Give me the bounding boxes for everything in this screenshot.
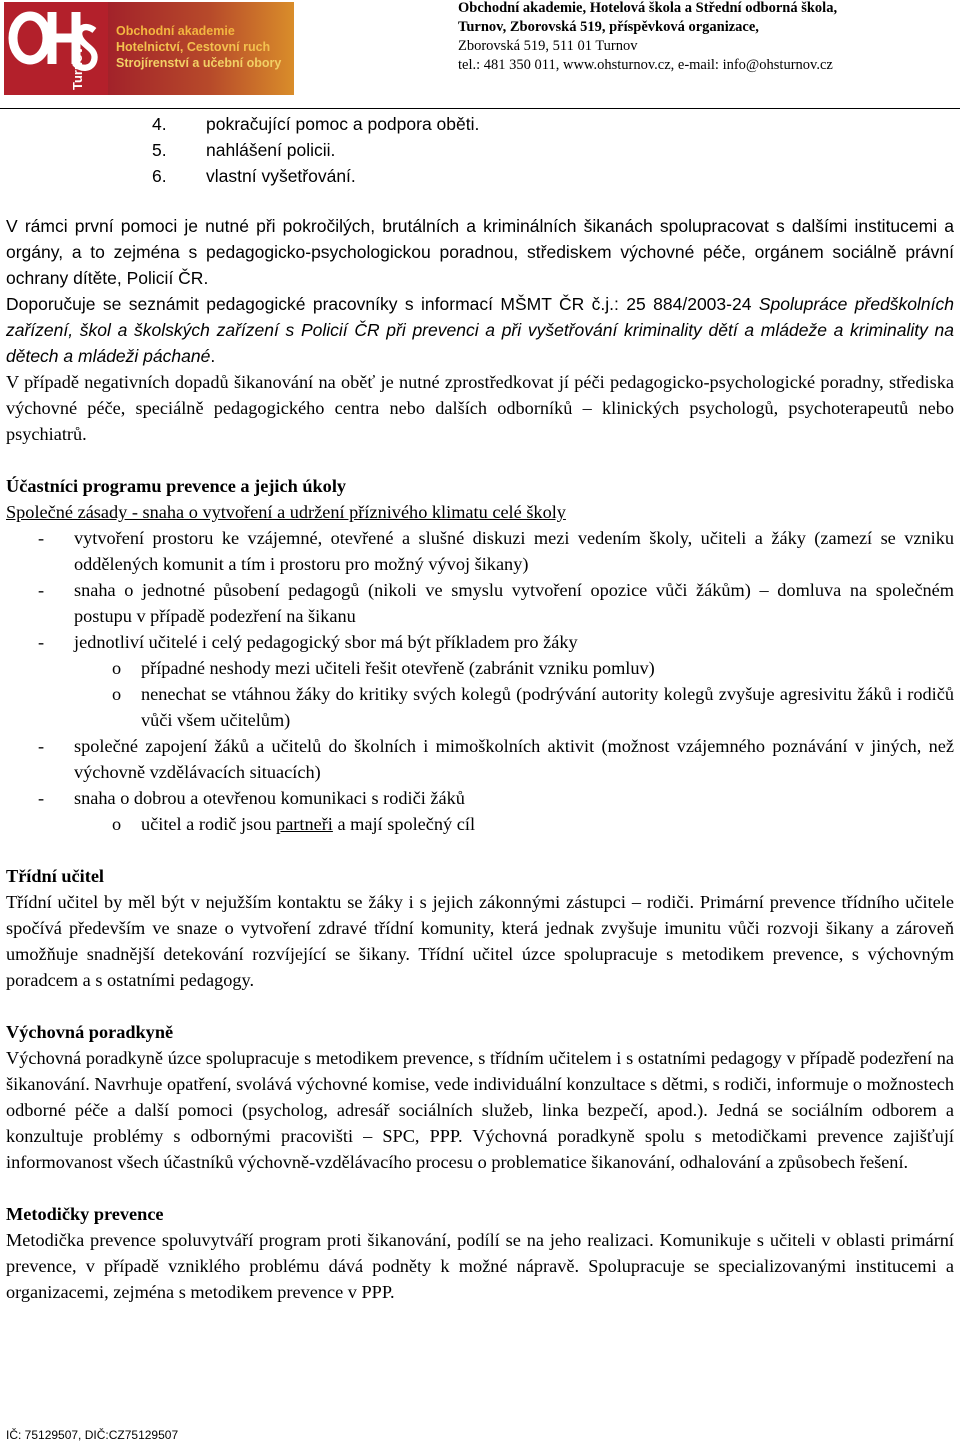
section-heading-methodologists: Metodičky prevence [6,1204,164,1224]
class-teacher-paragraph: Třídní učitel by měl být v nejužším kontaktu se žáky i s jejich zákonnými zástupci – rodiči. Primární prevence třídního učitele spočívá především ve snaze o vytvoření zdravé třídní komunity, která jednak zvyšuje imunitu vůči rozvoji šikany a zároveň umožňuje snadnější detekování rozvíjející se šikany. Třídní učitel úzce spolupracuje s metodikem prevence, s výchovným poradcem a s ostatními pedagogy. [6,892,954,990]
org-line-1: Obchodní akademie, Hotelová škola a Střední odborná škola, [458,0,838,16]
footer-company-ids: IČ: 75129507, DIČ:CZ75129507 [6,1428,179,1442]
section-heading-class-teacher: Třídní učitel [6,866,105,886]
logo-city-text: Turnov [70,46,85,90]
sub-list-item: o nenechat se vtáhnou žáky do kritiky svých kolegů (podrývání autority kolegů zvyšuje agresivitu žáků i rodičů vůči všem učitelům) [112,684,954,730]
section-heading-counselor: Výchovná poradkyně [6,1022,174,1042]
methodologists-paragraph: Metodička prevence spoluvytváří program proti šikanování, podílí se na jeho realizaci. Komunikuje s učiteli v oblasti primární prevence, v případě vzniklého problému dává podněty k možné nápravě. Spolupracuje se specializovanými institucemi a organizacemi, zejména s metodikem prevence v PPP. [6,1230,954,1302]
list-item: 6. vlastní vyšetřování. [152,166,356,186]
banner-line-3: Strojírenství a učební obory [116,56,282,70]
document-body [6,111,954,1305]
banner-line-2: Hotelnictví, Cestovní ruch [116,40,271,54]
page-header [0,0,960,100]
school-logo [4,2,108,95]
banner-line-1: Obchodní akademie [116,24,235,38]
list-item: - snaha o dobrou a otevřenou komunikaci s rodiči žáků [38,788,465,808]
list-item: - společné zapojení žáků a učitelů do školních i mimoškolních aktivit (možnost vzájemného poznávání v jiných, než výchovně vzdělávacích situacích) [38,736,954,782]
organization-info [458,0,958,75]
intro-paragraph-victim-care: V případě negativních dopadů šikanování na oběť je nutné zprostředkovat jí péči pedagogicko-psychologické poradny, střediska výchovné péče, speciálně pedagogického centra nebo dalších odborníků – klinických psychologů, psychoterapeutů nebo psychiatrů. [6,372,954,444]
org-contact: tel.: 481 350 011, www.ohsturnov.cz, e-mail: info@ohsturnov.cz [458,57,833,73]
list-item: - jednotliví učitelé i celý pedagogický sbor má být příkladem pro žáky [38,632,578,652]
list-item: - vytvoření prostoru ke vzájemné, otevřené a slušné diskuzi mezi vedením školy, učiteli a žáky (zamezí se vzniku oddělených komunit a tím i prostoru pro možný vývoj šikany) [38,528,954,574]
sub-list-item: o učitel a rodič jsou partneři a mají společný cíl [112,814,476,834]
org-address: Zborovská 519, 511 01 Turnov [458,38,638,54]
intro-paragraph-cooperation: V rámci první pomoci je nutné při pokročilých, brutálních a kriminálních šikanách spolupracovat s dalšími institucemi a orgány, a to zejména s pedagogicko-psychologickou poradnou, střediskem výchovné péče, orgánem sociálně právní ochrany dítěte, Policií ČR. [6,216,954,288]
procedure-list [6,111,954,189]
section-subheading-common-principles: Společné zásady - snaha o vytvoření a udržení příznivého klimatu celé školy [6,502,566,522]
list-item: - snaha o jednotné působení pedagogů (nikoli ve smyslu vytvoření opozice vůči žákům) – domluva na společném postupu v případě podezření na šikanu [38,580,954,626]
list-item: 4. pokračující pomoc a podpora oběti. [152,114,480,134]
org-line-2: Turnov, Zborovská 519, příspěvková organizace, [458,19,759,35]
counselor-paragraph: Výchovná poradkyně úzce spolupracuje s metodikem prevence, s třídním učitelem i s ostatními pedagogy v případě podezření na šikanování. Navrhuje opatření, svolává výchovné komise, vede individuální konzultace s dětmi, s rodiči, informuje o možnostech odborné péče a další pomoci (psycholog, adresář sociálních služeb, linka bezpečí, apod.). Jedná se sociálním odborem a konzultuje problémy s odbornými pracovišti – SPC, PPP. Výchovná poradkyně spolu s metodičkami prevence zajišťují informovanost všech účastníků výchovně-vzdělávacího procesu o problematice šikanování, odhalování a způsobech řešení. [6,1048,954,1172]
school-banner [108,2,294,95]
section-heading-participants: Účastníci programu prevence a jejich úkoly [6,476,347,496]
intro-paragraph-recommendation: Doporučuje se seznámit pedagogické pracovníky s informací MŠMT ČR č.j.: 25 884/2003-24 Spolupráce předškolních zařízení, škol a školských zařízení s Policií ČR při prevenci a při vyšetřování kriminality dětí a mládeže a kriminality na dětech a mládeži páchané. [6,294,955,366]
sub-list-item: o případné neshody mezi učiteli řešit otevřeně (zabránit vzniku pomluv) [112,658,655,678]
header-divider [0,108,960,109]
list-item: 5. nahlášení policii. [152,140,336,160]
